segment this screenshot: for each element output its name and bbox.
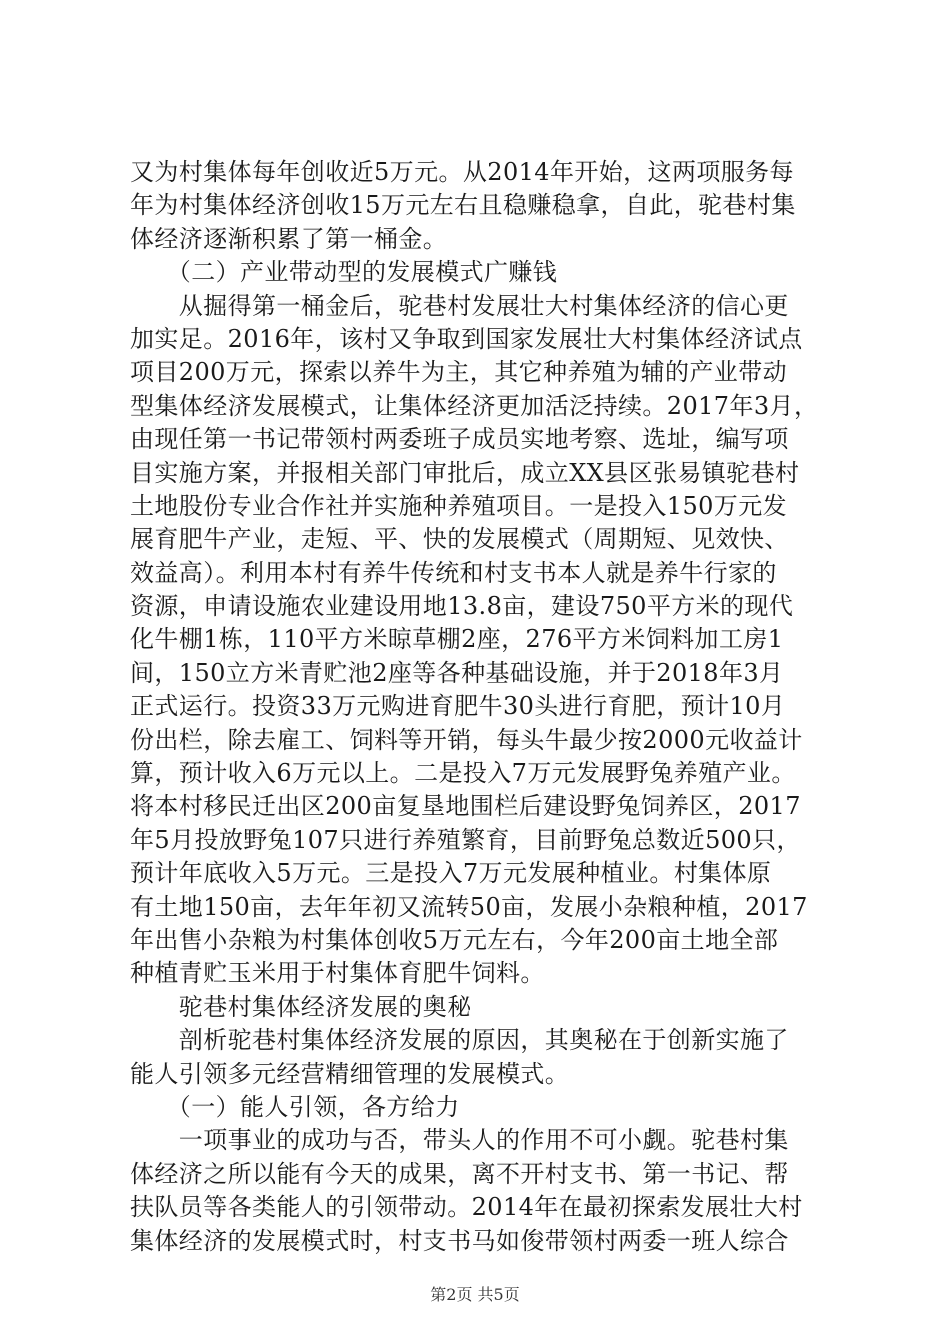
text-line: 年为村集体经济创收15万元左右且稳赚稳拿，自此，驼巷村集: [130, 191, 796, 220]
text-line: 化牛棚1栋，110平方米晾草棚2座，276平方米饲料加工房1: [130, 625, 784, 654]
text-line: 体经济逐渐积累了第一桶金。: [130, 224, 448, 253]
text-line: 间，150立方米青贮池2座等各种基础设施，并于2018年3月: [130, 658, 784, 687]
text-line: 将本村移民迁出区200亩复垦地围栏后建设野兔饲养区，2017: [130, 792, 801, 821]
text-line: 集体经济的发展模式时，村支书马如俊带领村两委一班人综合: [130, 1226, 789, 1255]
text-line: 资源，申请设施农业建设用地13.8亩，建设750平方米的现代: [130, 592, 794, 621]
text-line: 有土地150亩，去年年初又流转50亩，发展小杂粮种植，2017: [130, 892, 808, 921]
text-line: 从掘得第一桶金后，驼巷村发展壮大村集体经济的信心更: [130, 291, 789, 320]
text-line: 年5月投放野兔107只进行养殖繁育，目前野兔总数近500只，: [130, 825, 801, 854]
text-line: 扶队员等各类能人的引领带动。2014年在最初探索发展壮大村: [130, 1193, 803, 1222]
section-heading: （一）能人引领，各方给力: [130, 1092, 460, 1121]
text-line: 效益高）。利用本村有养牛传统和村支书本人就是养牛行家的: [130, 558, 777, 587]
text-line: 种植青贮玉米用于村集体育肥牛饲料。: [130, 959, 545, 988]
text-line: 能人引领多元经营精细管理的发展模式。: [130, 1059, 570, 1088]
text-line: 加实足。2016年，该村又争取到国家发展壮大村集体经济试点: [130, 324, 803, 353]
text-line: 正式运行。投资33万元购进育肥牛30头进行育肥，预计10月: [130, 692, 786, 721]
text-line: 份出栏，除去雇工、饲料等开销，每头牛最少按2000元收益计: [130, 725, 803, 754]
text-line: 由现任第一书记带领村两委班子成员实地考察、选址，编写项: [130, 425, 789, 454]
text-line: 年出售小杂粮为村集体创收5万元左右，今年200亩土地全部: [130, 925, 779, 954]
text-line: 体经济之所以能有今天的成果，离不开村支书、第一书记、帮: [130, 1159, 789, 1188]
text-line: 土地股份专业合作社并实施种养殖项目。一是投入150万元发: [130, 491, 788, 520]
text-line: 展育肥牛产业，走短、平、快的发展模式（周期短、见效快、: [130, 525, 789, 554]
text-line: 一项事业的成功与否，带头人的作用不可小觑。驼巷村集: [130, 1126, 789, 1155]
section-heading: 驼巷村集体经济发展的奥秘: [130, 992, 472, 1021]
section-heading: （二）产业带动型的发展模式广赚钱: [130, 258, 558, 287]
text-line: 预计年底收入5万元。三是投入7万元发展种植业。村集体原: [130, 859, 772, 888]
text-line: 剖析驼巷村集体经济发展的原因，其奥秘在于创新实施了: [130, 1026, 789, 1055]
text-line: 目实施方案，并报相关部门审批后，成立XX县区张易镇驼巷村: [130, 458, 800, 487]
text-line: 项目200万元，探索以养牛为主，其它种养殖为辅的产业带动: [130, 358, 788, 387]
text-line: 又为村集体每年创收近5万元。从2014年开始，这两项服务每: [130, 158, 794, 186]
text-line: 型集体经济发展模式，让集体经济更加活泛持续。2017年3月，: [130, 391, 819, 420]
page-footer: 第2页 共5页: [430, 1285, 520, 1304]
body-text: [130, 156, 830, 1258]
text-line: 算，预计收入6万元以上。二是投入7万元发展野兔养殖产业。: [130, 759, 796, 788]
